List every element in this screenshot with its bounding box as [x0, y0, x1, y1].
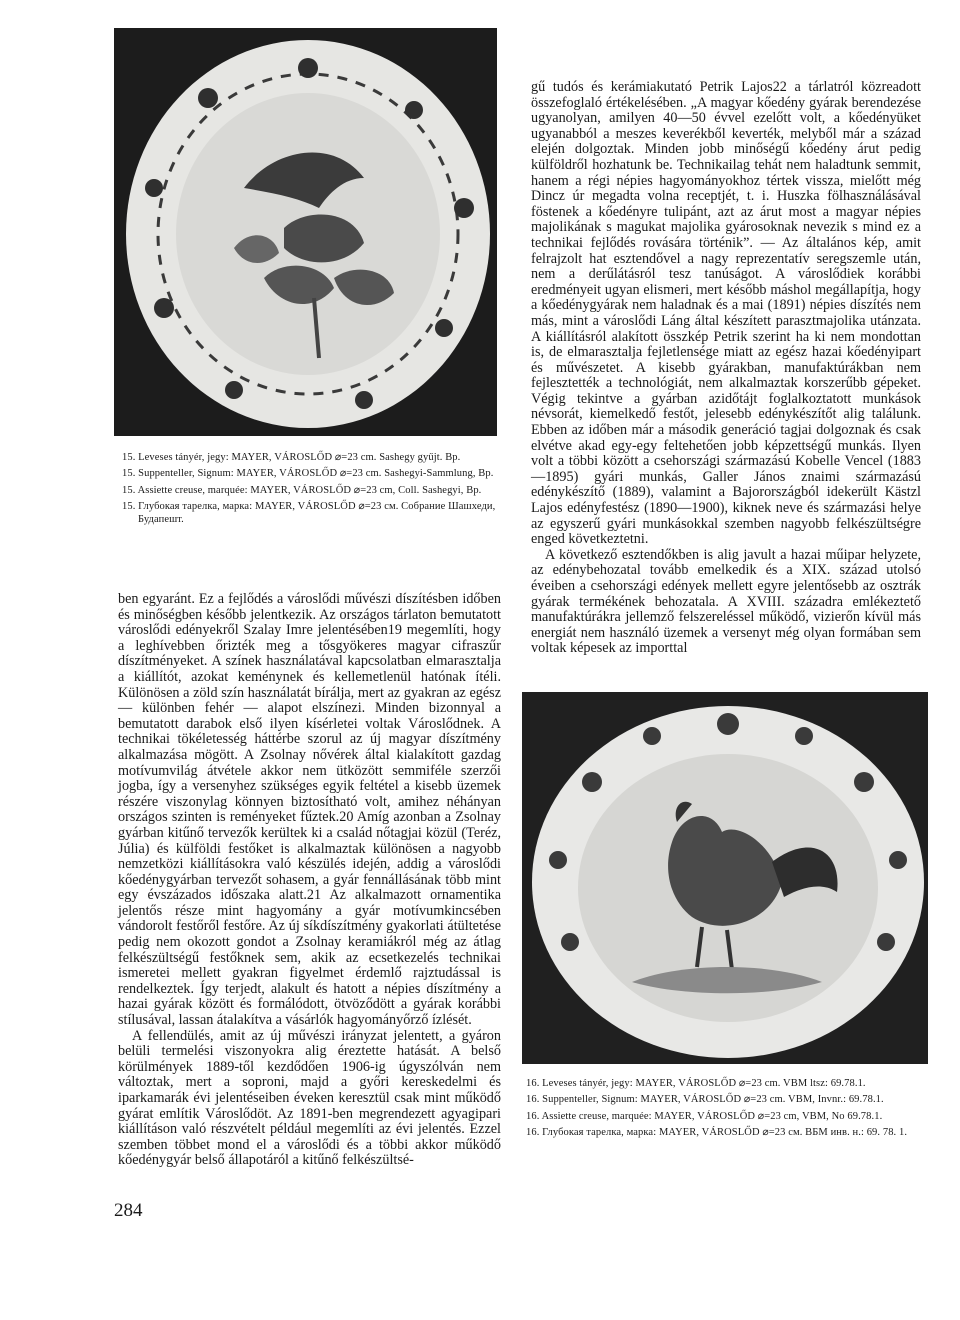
- paragraph: ben egyaránt. Ez a fejlődés a városlődi művészi díszítésben időben és minőségben később jelentkezik. Az országos tárlaton bemutatott városlődi edényekről Szalay Imre jelentésében19 megemlíti, hogy a leghívebben őrizték meg a tősgyökeres magyar cifraszűr díszítményeket. A színek használatával kapcsolatban elmarasztalja a kiállítót, azokat keménynek és kellemetlenül hatónak ítéli. Különösen a zöld szín használatát bírálja, mert az gyakran az egész — különben fehér — alapot elszínezi. Minden bizonnyal a bemutatott darabok első ilyen kísérletei voltak Városlődnek. A technikai tökéletesség háttérbe szorul az új magyar díszítmény alkalmazása mögött. A Zsolnay nővérek által kialakított gazdag motívumvilág átvétele akkor nem ütközött semmiféle szerzői jogba, így a versenyhez szükséges egyik feltétel a kisebb üzemek részére viszonylag könnyen biztosítható volt, amihez néhányan országos szinten is reményeket fűztek.20 Amíg azonban a Zsolnay gyárban kitűnő tervezők kerültek ki a család nőtagjai közül (Teréz, Júlia) és külföldi festőket is alkalmaztak különösen a nagyobb nemzetközi kiállításokra való készülés idején, addig a városlődi kőedénygyárban tervezőt sohasem, a gyár fennállásának több mint egy évszázados időszaka alatt.21 Az alkalmazott ornamentika jelentős része mint hagyomány a gyár motívumkincsében vándorolt festőről festőre. Az új síkdíszítmény gyakorlati átültetése pedig nem okozott gondot a Zsolnay keramiákról még az átlag felkészültségű festőknek sem, akik az ecsetkezelés technikai ismeretei mellett gyakran figyelmet érdemlő rajztudással is rendelkeztek. Így terjedt, alakult és hatott a népies díszítmény a hazai gyárak között és formálódott, ötvöződött a gyárak korábbi stílusával, lassan átalakítva a vásárlók hagyományőrző ízlését.: [118, 591, 501, 1029]
- caption-fr: 16. Assiette creuse, marquée: MAYER, VÁROSLŐD ⌀=23 cm, VBM, No 69.78.1.: [526, 1110, 883, 1122]
- caption-de: 16. Suppenteller, Signum: MAYER, VÁROSLŐD ⌀=23 cm. VBM, Invnr.: 69.78.1.: [526, 1094, 884, 1106]
- caption-block-15: [122, 452, 502, 530]
- plate-photo-bird: [114, 28, 497, 436]
- paragraph: A fellendülés, amit az új művészi irányzat jelentett, a gyáron belüli termelési viszonyokra alig éreztette hatását. A belső körülmények 1889-től kezdődően 1906-ig úgyszólván nem változtak, mert a soproni, majd a győri kereskedelmi és iparkamarák évi jelentéseiben éveken keresztül csak mint működő gyárat említik Városlődöt. Az 1891-ben megrendezett agyagipari kiállításon való részvételt például megemlíti az évi jelentés. Ezzel szemben többet mond el a városlődi és a többi akkor működő kőedénygyár belső állapotáról a kitűnő felkészültsé-: [118, 1027, 501, 1169]
- page-number: 284: [114, 1200, 143, 1221]
- caption-ru: 15. Глубокая тарелка, марка: MAYER, VÁROSLŐD ⌀=23 см. Собрание Шашхеди, Будапешт.: [122, 501, 496, 525]
- caption-fr: 15. Assiette creuse, marquée: MAYER, VÁROSLŐD ⌀=23 cm, Coll. Sashegyi, Bp.: [122, 484, 482, 496]
- body-text-left-column: [118, 592, 501, 1169]
- plate-photo-rooster: [522, 692, 928, 1064]
- caption-hu: 15. Leveses tányér, jegy: MAYER, VÁROSLŐD ⌀=23 cm. Sashegy gyűjt. Bp.: [122, 452, 461, 463]
- paragraph: A következő esztendőkben is alig javult a hazai műipar helyzete, az edénybehozatal tovább emelkedik és a XIX. század utolsó éveiben a csehországi edények mellett egyre jelentősebb az osztrák gyárak termékének behozatala. A XVIII. századra emlékeztető manufaktúrákra jellemző felszereléssel működő, vizierőn kívül más energiát nem használó üzemek a versenyt még olyan formában sem voltak képesek az importtal: [531, 546, 921, 657]
- caption-hu: 16. Leveses tányér, jegy: MAYER, VÁROSLŐD ⌀=23 cm. VBM ltsz: 69.78.1.: [526, 1078, 866, 1089]
- paragraph: gű tudós és kerámiakutató Petrik Lajos22 a tárlatról közreadott összefoglaló értékelésében. „A magyar kőedény gyárak berendezése ugyanolyan, amilyen 40—50 évvel ezelőtt volt, a kőedényüket ugyanabból a meszes keverékből keverték, melyből már a század elején dolgoztak. Minden jobb minőségű kőedény árut pedig külföldről hozhatunk be. Technikailag tehát nem haladtunk semmit, hanem a régi népies hagyományokhoz tértek vissza, mielőtt még Dincz úr megadta volna receptjét, t. i. Huszka fölhasználásával föstenek a kőedényre tulipánt, azt az árut most a magyar népies majolikának s magukat majolika gyárosoknak nevezik s mind ez a technikai fejlődés rovására történik”. — Az általános kép, amit felrajzolt hat esztendővel a nagy reprezentatív seregszemle után, nem a derűlátásról tesz tanúságot. A városlődiek korábbi eredményeit ugyan elismeri, mert később máshol megállapítja, hogy a kőedénygyárak nem haladnak és a mai (1891) népies díszítés nem más, mint a városlődi Láng által készített parasztmajolika utánzata. A kiállításról alakított összkép Petrik szerint ha ki nem mondottan is, de elmarasztalja fejletlensége miatt az egész hazai kőedényipart és művészetet. A kisebb gyárakban, manufaktúrákban nem fejlesztették a technológiát, nem alkalmaztak korszerűbb gépeket. Végig tekintve a gyárban azidőtájt foglalkoztatott munkások névsorát, kiemelkedő festőt, jelesebb edénykészítőt alig találunk. Ebben az időben már a második generáció tagjai dolgoznak és csak elvétve akad egy-egy feltehetően jobb képzettségű munkás. Ilyen volt a többi között a csehországi származású Kobelle Vencel (1883—1895) gyári munkás, Galler János znaimi származású edénykészítő (1889), valamint a Bajorországból idekerült Kästzl Lajos edényfestész (1890—1900), kiknek neve és származási helye az egyszerű gyári munkásokkal szemben nagyobb felkészültségre enged következtetni.: [531, 79, 921, 548]
- caption-ru: 16. Глубокая тарелка, марка: MAYER, VÁROSLŐD ⌀=23 см. ВБМ инв. н.: 69. 78. 1.: [526, 1127, 908, 1139]
- caption-de: 15. Suppenteller, Signum: MAYER, VÁROSLŐD ⌀=23 cm. Sashegyi-Sammlung, Bp.: [122, 468, 494, 480]
- caption-block-16: [526, 1078, 921, 1144]
- body-text-right-column: [531, 80, 921, 657]
